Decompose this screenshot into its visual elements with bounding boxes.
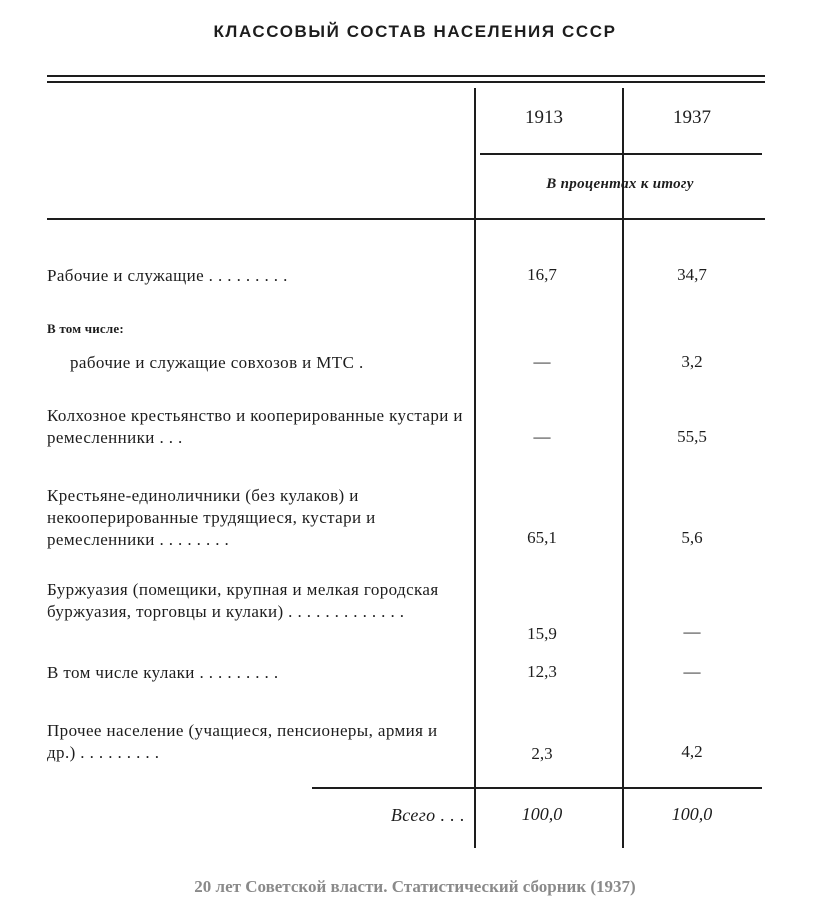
row-label: В том числе: [47,321,124,336]
value-1937: 34,7 [677,265,707,284]
row-label: Прочее население (учащиеся, пенсионеры, армия и др.) . . . . . . . . . [47,721,438,762]
value-1937: 55,5 [677,427,707,446]
value-1913: — [533,352,551,371]
value-1913: 15,9 [527,624,557,643]
row-label: Колхозное крестьянство и кооперированные кустари и ремесленники . . . [47,406,463,447]
row-label: рабочие и служащие совхозов и МТС . [70,353,364,372]
value-1937: 5,6 [681,528,703,547]
total-label: Всего . . . [390,805,465,825]
value-1913: — [533,427,551,446]
column-header-1937: 1937 [673,107,711,128]
row-label: Крестьяне-единоличники (без кулаков) и некооперированные трудящиеся, кустари и ремесленники . . . . . . . . [47,486,376,549]
column-divider-left [474,88,476,848]
total-1937: 100,0 [671,804,713,824]
value-1937: 4,2 [681,742,703,761]
value-1913: 16,7 [527,265,557,284]
value-1937: — [683,662,701,681]
total-1913: 100,0 [521,804,563,824]
top-double-rule-2 [47,81,765,83]
value-1937: — [683,622,701,641]
header-bottom-rule [47,218,765,220]
value-1937: 3,2 [681,352,703,371]
table-title: КЛАССОВЫЙ СОСТАВ НАСЕЛЕНИЯ СССР [213,22,617,41]
column-divider-middle [622,88,624,848]
value-1913: 12,3 [527,662,557,681]
column-header-1913: 1913 [525,107,563,128]
header-year-rule [480,153,762,155]
row-label: В том числе кулаки . . . . . . . . . [47,663,279,682]
row-label: Рабочие и служащие . . . . . . . . . [47,266,288,285]
total-rule [312,787,762,789]
unit-label: В процентах к итогу [546,176,694,192]
source-caption: 20 лет Советской власти. Статистический сборник (1937) [194,877,636,896]
row-label: Буржуазия (помещики, крупная и мелкая городская буржуазия, торговцы и кулаки) . . . . . . . . . . . . . [47,580,439,621]
top-double-rule-1 [47,75,765,77]
value-1913: 2,3 [531,744,553,763]
value-1913: 65,1 [527,528,557,547]
